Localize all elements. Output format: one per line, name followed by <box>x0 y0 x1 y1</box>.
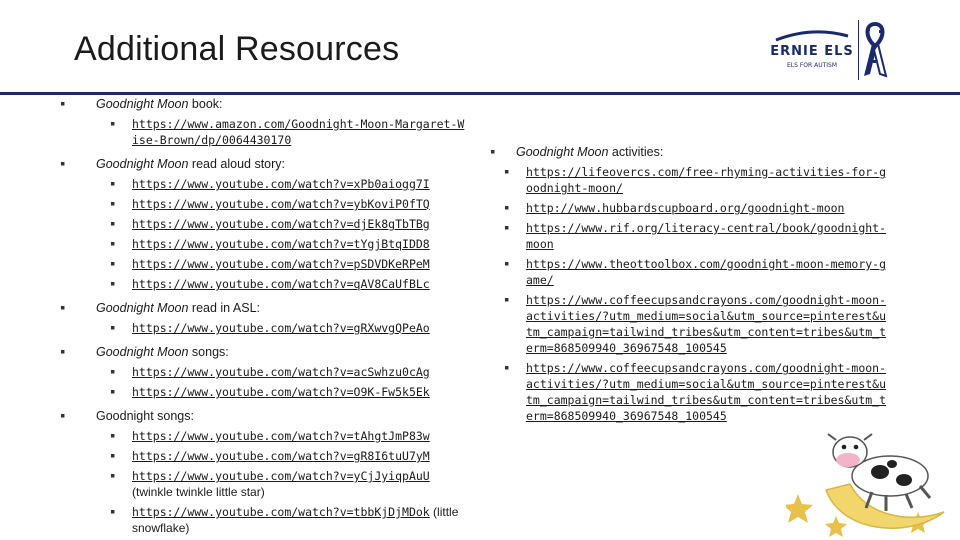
resource-link[interactable]: https://www.theottoolbox.com/goodnight-moon-memory-game/ <box>526 257 887 287</box>
star-icon <box>825 516 847 537</box>
cow-jumping-over-moon-illustration <box>786 416 956 540</box>
resource-link[interactable]: http://www.hubbardscupboard.org/goodnight-moon <box>526 201 845 215</box>
resource-section <box>60 156 470 292</box>
section-heading-text: activities: <box>608 145 664 159</box>
section-heading-book-title: Goodnight Moon <box>96 157 189 171</box>
resource-link-item <box>490 164 890 196</box>
bullet-dot-icon: ▪ <box>110 431 116 441</box>
bullet-dot-icon: ▪ <box>504 223 510 233</box>
section-heading <box>96 408 470 424</box>
resource-link-item <box>96 116 470 148</box>
bullet-dot-icon: ▪ <box>60 99 66 109</box>
resource-link[interactable]: https://www.youtube.com/watch?v=acSwhzu0cAg <box>132 365 430 379</box>
section-heading <box>96 344 470 360</box>
resource-link[interactable]: https://www.amazon.com/Goodnight-Moon-Margaret-Wise-Brown/dp/0064430170 <box>132 117 465 147</box>
resource-link-item <box>490 256 890 288</box>
resource-section <box>60 300 470 336</box>
bullet-dot-icon: ▪ <box>110 451 116 461</box>
bullet-dot-icon: ▪ <box>110 323 116 333</box>
section-heading-text: read aloud story: <box>188 157 286 171</box>
resource-link[interactable]: https://www.coffeecupsandcrayons.com/goodnight-moon-activities/?utm_medium=social&utm_source=pinterest&utm_campaign=tailwind_tribes&utm_content=tribes&utm_term=868509940_36967548_100545 <box>526 293 887 355</box>
section-heading-book-title: Goodnight Moon <box>96 301 189 315</box>
bullet-dot-icon: ▪ <box>110 387 116 397</box>
logo-divider <box>858 20 859 80</box>
star-icon <box>786 494 813 523</box>
section-heading-book-title: Goodnight Moon <box>96 97 189 111</box>
resource-link[interactable]: https://www.rif.org/literacy-central/book/goodnight-moon <box>526 221 887 251</box>
resource-link-item <box>96 196 470 212</box>
resource-link[interactable]: https://www.youtube.com/watch?v=gR8I6tuU7yM <box>132 449 430 463</box>
bullet-dot-icon: ▪ <box>110 119 116 129</box>
bullet-dot-icon: ▪ <box>110 199 116 209</box>
autism-ribbon-icon <box>862 20 888 80</box>
resource-link-item <box>96 364 470 380</box>
resource-link[interactable]: https://www.coffeecupsandcrayons.com/goodnight-moon-activities/?utm_medium=social&utm_source=pinterest&utm_campaign=tailwind_tribes&utm_content=tribes&utm_term=868509940_36967548_100545 <box>526 361 887 423</box>
resource-section <box>60 344 470 400</box>
resource-link-item <box>490 200 890 216</box>
slide-header <box>0 0 960 94</box>
resource-link-item <box>96 176 470 192</box>
bullet-dot-icon: ▪ <box>504 203 510 213</box>
resource-section <box>60 408 470 536</box>
bullet-dot-icon: ▪ <box>110 179 116 189</box>
resource-link-item <box>96 216 470 232</box>
resource-link-item <box>96 236 470 252</box>
right-resource-column <box>490 144 890 424</box>
header-rule <box>0 92 960 95</box>
bullet-dot-icon: ▪ <box>110 367 116 377</box>
resource-link-item <box>96 256 470 272</box>
resource-link[interactable]: https://www.youtube.com/watch?v=yCjJyiqpAuU <box>132 469 430 483</box>
resource-link[interactable]: https://www.youtube.com/watch?v=tAhgtJmP83w <box>132 429 430 443</box>
bullet-dot-icon: ▪ <box>110 279 116 289</box>
resource-link-item <box>96 504 470 536</box>
resource-link[interactable]: https://www.youtube.com/watch?v=gRXwvgQPeAo <box>132 321 430 335</box>
bullet-dot-icon: ▪ <box>110 471 116 481</box>
bullet-dot-icon: ▪ <box>60 303 66 313</box>
bullet-dot-icon: ▪ <box>60 159 66 169</box>
resource-link-item <box>490 220 890 252</box>
resource-link-item <box>96 468 470 500</box>
resource-link[interactable]: https://www.youtube.com/watch?v=O9K-Fw5k5Ek <box>132 385 430 399</box>
section-heading-text: songs: <box>188 345 229 359</box>
resource-link[interactable]: https://www.youtube.com/watch?v=xPb0aiogg7I <box>132 177 430 191</box>
resource-link-item <box>490 292 890 356</box>
logo-tagline: ELS FOR AUTISM <box>786 62 837 69</box>
resource-link[interactable]: https://www.youtube.com/watch?v=tYgjBtqIDD8 <box>132 237 430 251</box>
section-heading-text: Goodnight songs: <box>96 409 194 423</box>
bullet-dot-icon: ▪ <box>110 507 116 517</box>
slide-title: Additional Resources <box>74 30 400 68</box>
resource-link-item <box>96 448 470 464</box>
bullet-dot-icon: ▪ <box>504 363 510 373</box>
logo-name: ERNIE ELS <box>770 44 854 59</box>
resource-link[interactable]: https://www.youtube.com/watch?v=tbbKjDjMDok <box>132 505 430 519</box>
section-heading-text: book: <box>188 97 223 111</box>
resource-link-item <box>490 360 890 424</box>
ernie-els-logo <box>770 20 888 80</box>
section-heading-book-title: Goodnight Moon <box>516 145 609 159</box>
bullet-dot-icon: ▪ <box>110 239 116 249</box>
bullet-dot-icon: ▪ <box>60 411 66 421</box>
resource-link[interactable]: https://www.youtube.com/watch?v=djEk8gTbTBg <box>132 217 430 231</box>
bullet-dot-icon: ▪ <box>504 259 510 269</box>
bullet-dot-icon: ▪ <box>504 295 510 305</box>
section-heading <box>96 300 470 316</box>
resource-link-item <box>96 276 470 292</box>
resource-link-item <box>96 428 470 444</box>
section-heading <box>96 96 470 112</box>
resource-link-item <box>96 320 470 336</box>
left-resource-column <box>60 96 470 536</box>
resource-link[interactable]: https://www.youtube.com/watch?v=qAV8CaUfBLc <box>132 277 430 291</box>
resource-link[interactable]: https://lifeovercs.com/free-rhyming-activities-for-goodnight-moon/ <box>526 165 887 195</box>
bullet-dot-icon: ▪ <box>490 147 496 157</box>
bullet-dot-icon: ▪ <box>504 167 510 177</box>
section-heading-book-title: Goodnight Moon <box>96 345 189 359</box>
resource-section <box>60 96 470 148</box>
link-note: (little snowflake) <box>132 505 459 535</box>
section-heading <box>96 156 470 172</box>
bullet-dot-icon: ▪ <box>60 347 66 357</box>
resource-link[interactable]: https://www.youtube.com/watch?v=ybKoviP0fTQ <box>132 197 430 211</box>
bullet-dot-icon: ▪ <box>110 259 116 269</box>
resource-link[interactable]: https://www.youtube.com/watch?v=pSDVDKeRPeM <box>132 257 430 271</box>
resource-section <box>490 144 890 424</box>
bullet-dot-icon: ▪ <box>110 219 116 229</box>
section-heading <box>516 144 890 160</box>
link-note: (twinkle twinkle little star) <box>132 485 265 499</box>
resource-link-item <box>96 384 470 400</box>
section-heading-text: read in ASL: <box>188 301 261 315</box>
